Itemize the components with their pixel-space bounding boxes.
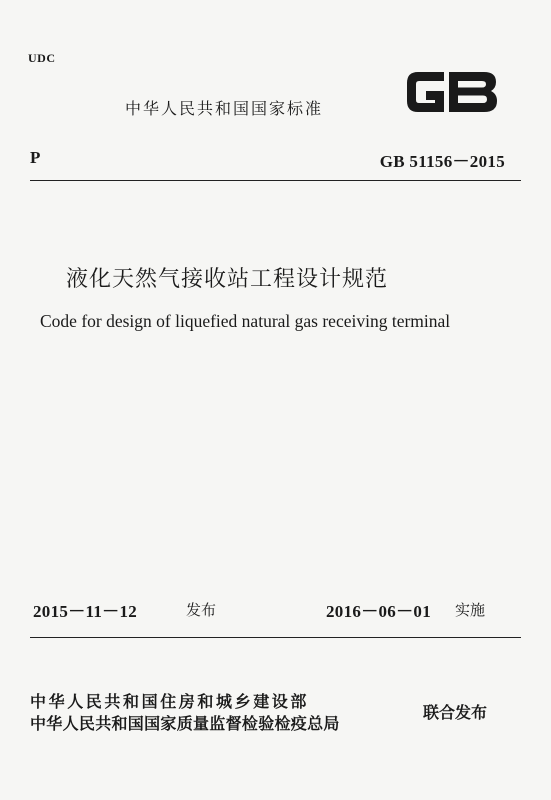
implement-label: 实施 — [455, 601, 486, 619]
gb-logo-icon — [404, 69, 500, 115]
implement-date: 2016－06－01 — [326, 602, 431, 621]
top-divider — [30, 180, 521, 181]
standard-org-title: 中华人民共和国国家标准 — [125, 99, 324, 118]
category-code: P — [30, 148, 41, 167]
joint-issue-label: 联合发布 — [423, 703, 488, 722]
bottom-divider — [30, 637, 521, 638]
title-english: Code for design of liquefied natural gas receiving terminal — [40, 311, 451, 331]
issue-date: 2015－11－12 — [33, 602, 138, 621]
issuer-line-2: 中华人民共和国国家质量监督检验检疫总局 — [30, 714, 340, 733]
issuer-line-1: 中华人民共和国住房和城乡建设部 — [30, 692, 310, 711]
issue-label: 发布 — [186, 601, 217, 619]
standard-number: GB 51156－2015 — [379, 152, 505, 171]
udc-label: UDC — [28, 51, 56, 65]
title-chinese: 液化天然气接收站工程设计规范 — [66, 266, 389, 291]
